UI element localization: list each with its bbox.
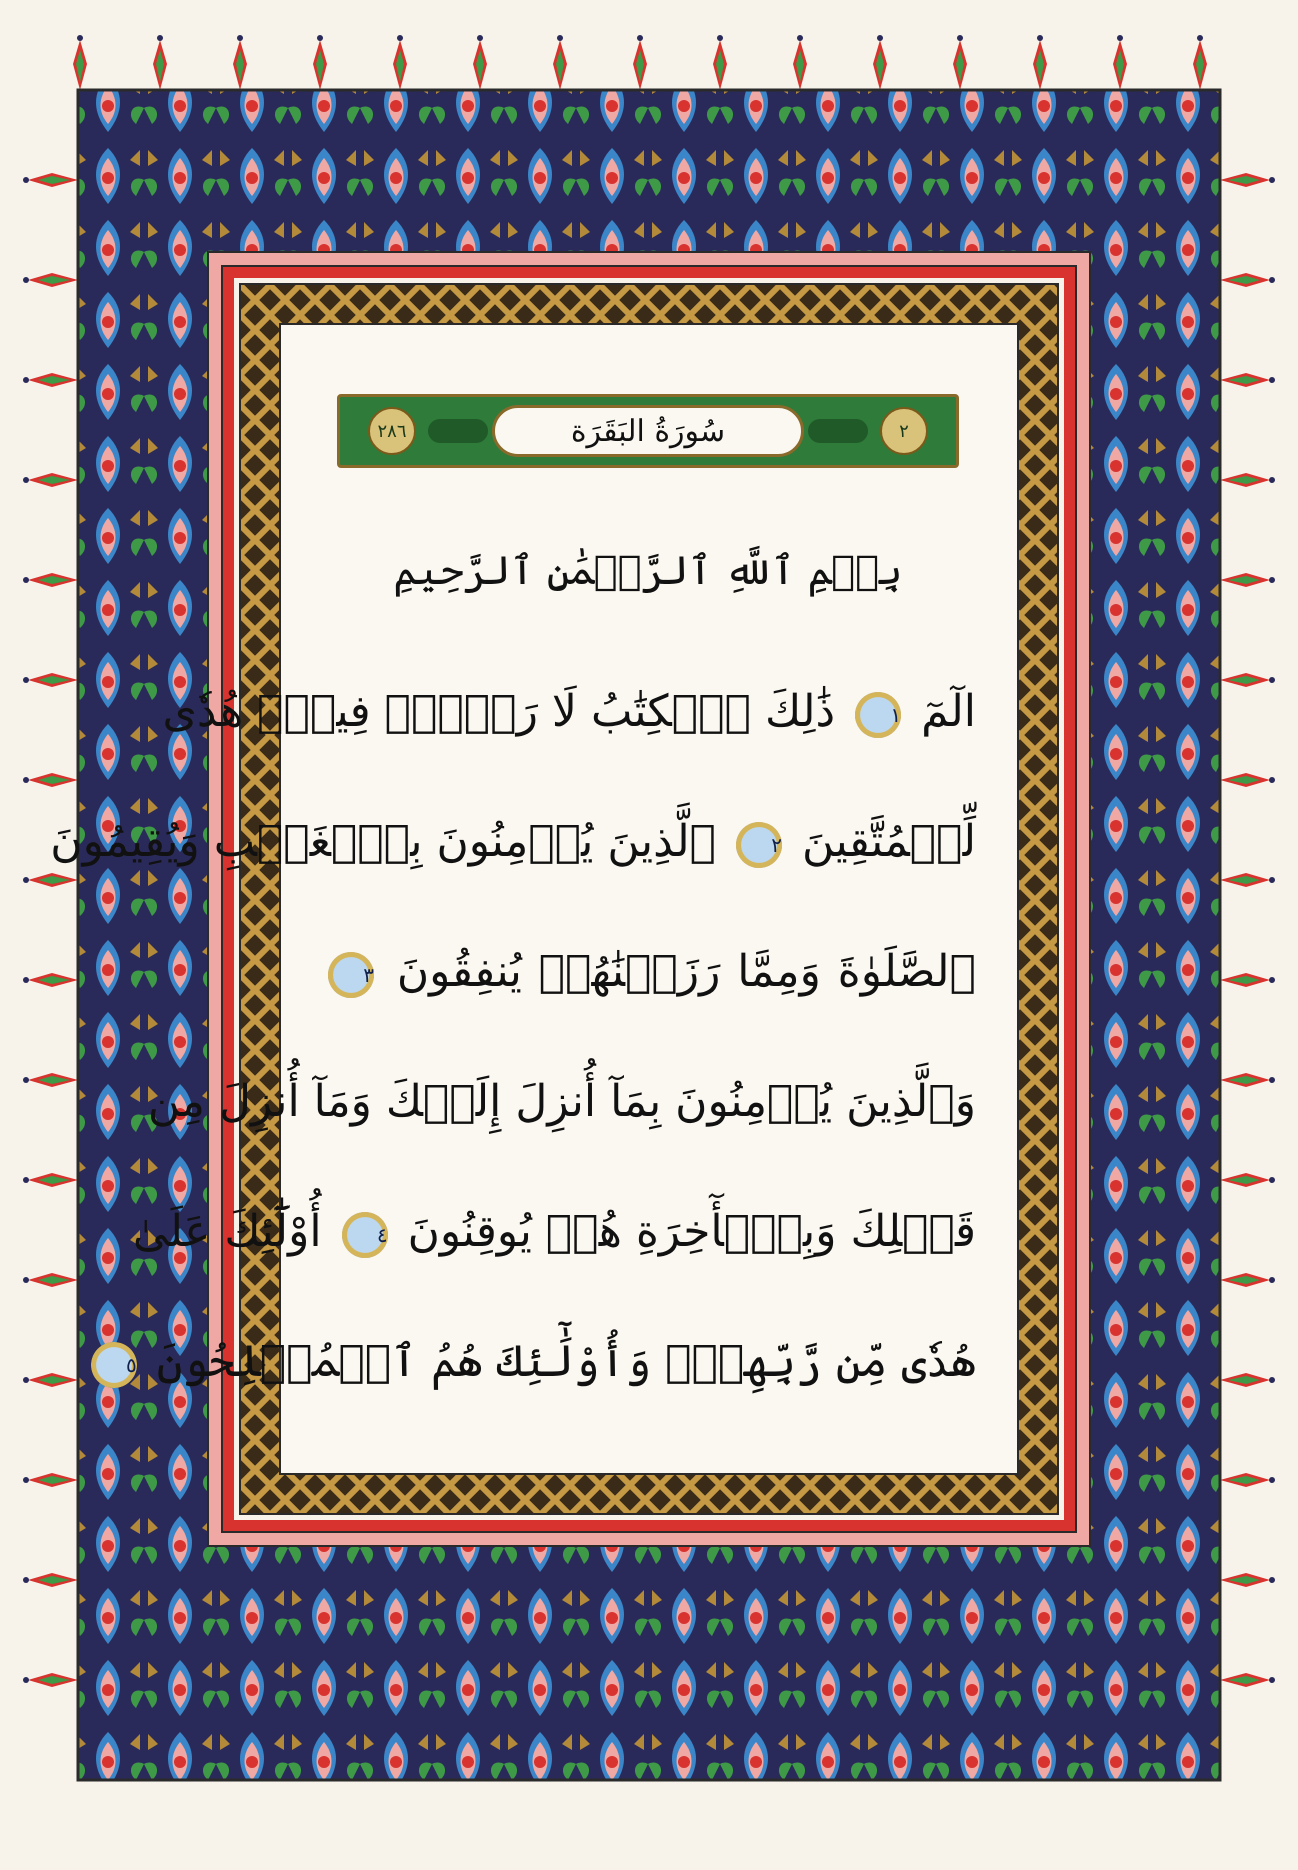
verse-text: الٓمٓ	[921, 686, 976, 737]
verse-count: ٢٨٦	[377, 420, 407, 442]
surah-title-cartouche	[492, 405, 804, 457]
surah-number-medallion	[880, 407, 928, 455]
text-line-6	[125, 1332, 976, 1392]
text-line-1	[162, 682, 976, 742]
left-spikes	[23, 173, 78, 1687]
text-line-5	[132, 1202, 976, 1262]
top-spikes	[73, 35, 1207, 90]
verse-text: وَٱلَّذِينَ يُؤۡمِنُونَ بِمَآ أُنزِلَ إِلَيۡكَ وَمَآ أُنزِلَ مِن	[147, 1076, 976, 1127]
ayah-marker-4: ٤	[342, 1212, 388, 1258]
verse-text: أُوْلَٰٓئِكَ عَلَىٰ	[132, 1206, 322, 1257]
basmala: بِسۡمِ ٱللَّهِ ٱلرَّحۡمَٰنِ ٱلرَّحِيمِ	[393, 548, 903, 594]
surah-title: سُورَةُ البَقَرَة	[570, 413, 726, 449]
verse-count-medallion	[368, 407, 416, 455]
header-ornament-left	[428, 419, 488, 443]
ayah-marker-1: ١	[855, 692, 901, 738]
ayah-marker-3: ٣	[328, 952, 374, 998]
ayah-marker-5: ٥	[91, 1342, 137, 1388]
verse-text: قَبۡلِكَ وَبِٱلۡأٓخِرَةِ هُمۡ يُوقِنُونَ	[407, 1206, 976, 1257]
verse-text: ٱلَّذِينَ يُؤۡمِنُونَ بِٱلۡغَيۡبِ وَيُقِيمُونَ	[50, 816, 717, 867]
text-line-2	[50, 812, 976, 872]
right-spikes	[1220, 173, 1275, 1687]
verse-text: هُدٗى مِّن رَّبِّهِمۡۖ وَأُوْلَٰٓئِكَ هُمُ ٱلۡمُفۡلِحُونَ	[156, 1336, 976, 1387]
surah-header	[337, 394, 959, 468]
verse-text: ذَٰلِكَ ٱلۡكِتَٰبُ لَا رَيۡبَۛ فِيهِۛ هُدٗى	[162, 686, 836, 737]
verse-text: ٱلصَّلَوٰةَ وَمِمَّا رَزَقۡنَٰهُمۡ يُنفِقُونَ	[396, 946, 976, 997]
text-line-4	[147, 1072, 976, 1132]
header-ornament-right	[808, 419, 868, 443]
ayah-marker-2: ٢	[736, 822, 782, 868]
surah-number: ٢	[899, 420, 909, 442]
verse-text: لِّلۡمُتَّقِينَ	[802, 816, 976, 867]
text-line-3	[322, 942, 976, 1002]
